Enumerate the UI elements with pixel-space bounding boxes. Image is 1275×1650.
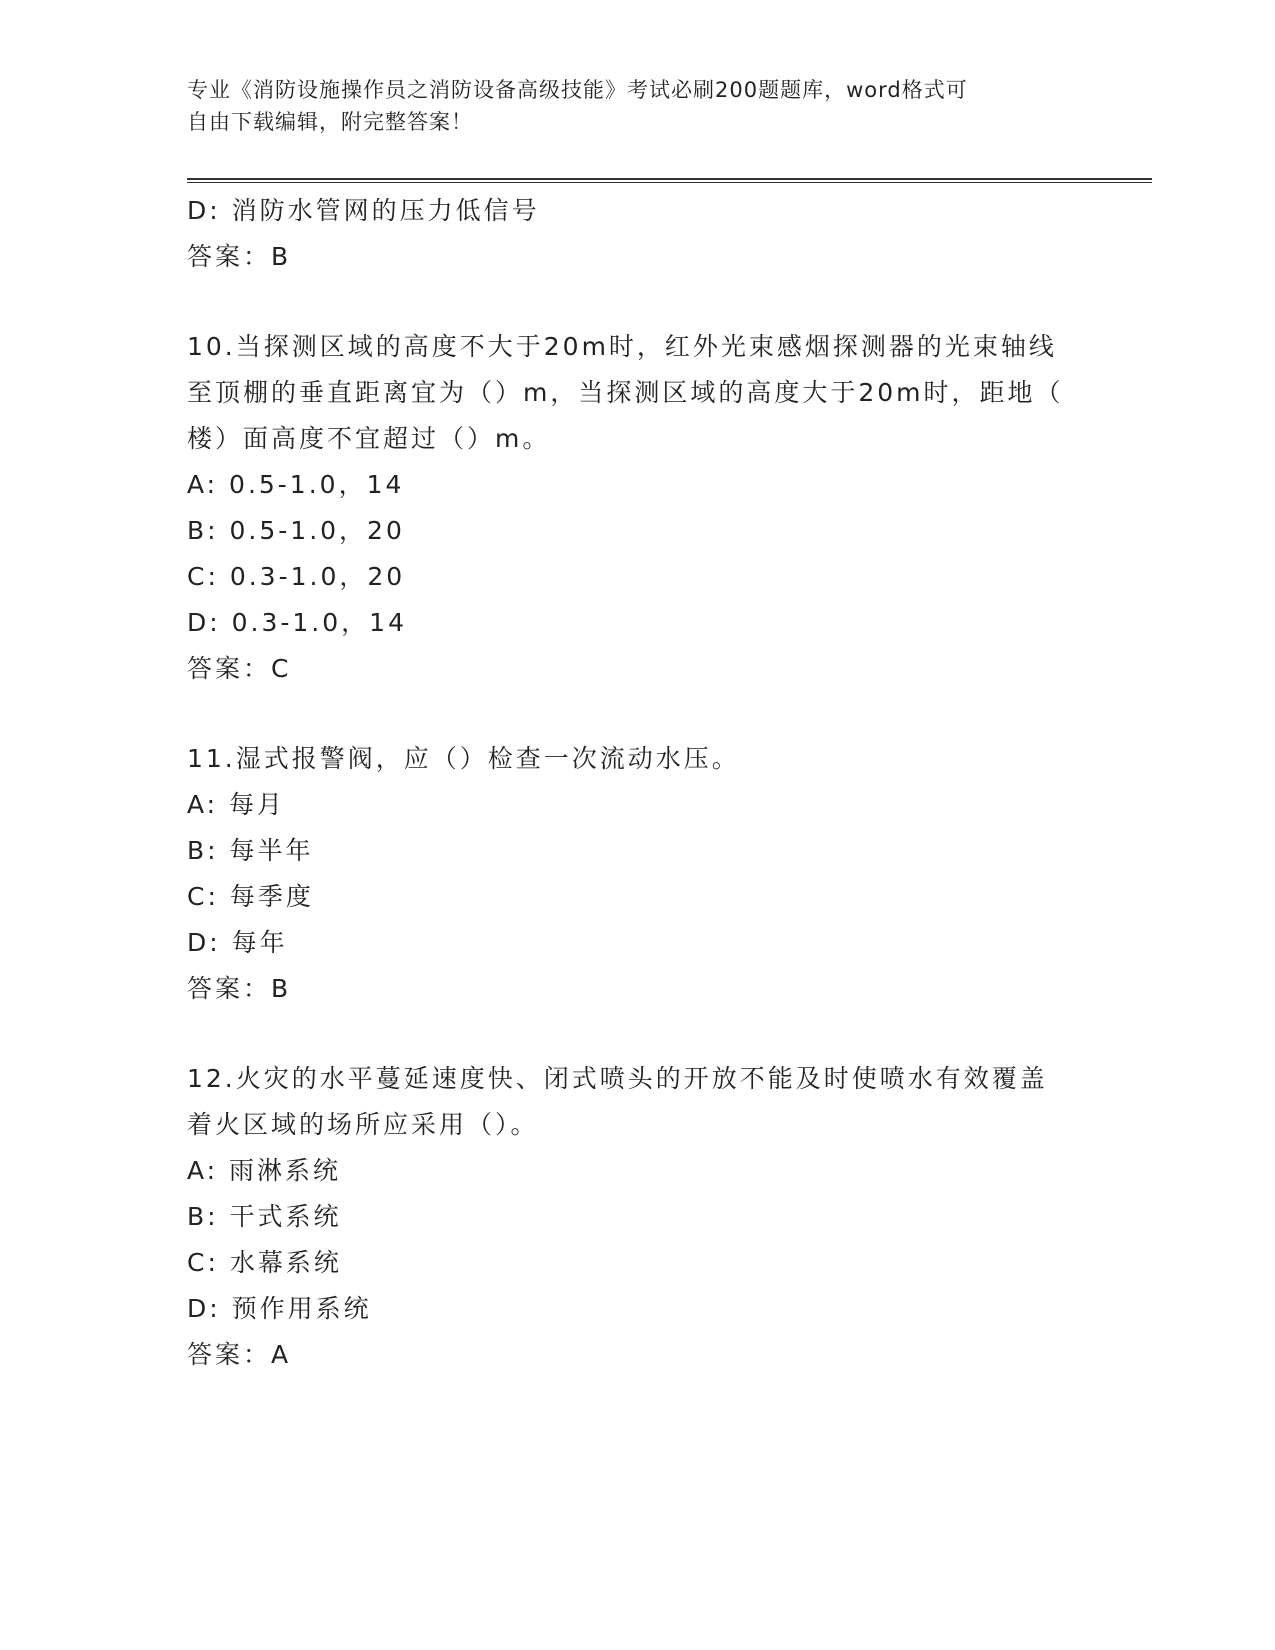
spacer (187, 1012, 1087, 1056)
option-b: B: 干式系统 (187, 1202, 342, 1231)
option-d: D: 0.3-1.0，14 (187, 608, 407, 637)
question-stem-line: 11.湿式报警阀，应（）检查一次流动水压。 (187, 744, 740, 773)
option-d: D: 每年 (187, 928, 288, 957)
header-line-1: 专业《消防设施操作员之消防设备高级技能》考试必刷200题题库，word格式可 (187, 78, 968, 102)
option-d: D: 消防水管网的压力低信号 (187, 196, 540, 225)
answer-line: 答案：B (187, 242, 292, 271)
question-stem-line: 至顶棚的垂直距离宜为（）m，当探测区域的高度大于20m时，距地（ (187, 378, 1064, 407)
answer-line: 答案：C (187, 654, 292, 683)
option-d: D: 预作用系统 (187, 1294, 372, 1323)
spacer (187, 692, 1087, 736)
option-c: C: 每季度 (187, 882, 314, 911)
header-line-2: 自由下载编辑，附完整答案！ (187, 110, 473, 134)
question-11 (187, 736, 1087, 1012)
question-stem-line: 10.当探测区域的高度不大于20m时，红外光束感烟探测器的光束轴线 (187, 332, 1057, 361)
option-a: A: 每月 (187, 790, 286, 819)
option-b: B: 0.5-1.0，20 (187, 516, 405, 545)
question-stem-line: 12.火灾的水平蔓延速度快、闭式喷头的开放不能及时使喷水有效覆盖 (187, 1064, 1048, 1093)
option-a: A: 雨淋系统 (187, 1156, 342, 1185)
question-10 (187, 324, 1087, 692)
answer-line: 答案：B (187, 974, 292, 1003)
question-stem-line: 楼）面高度不宜超过（）m。 (187, 424, 551, 453)
option-a: A: 0.5-1.0，14 (187, 470, 405, 499)
previous-question-tail (187, 188, 1087, 280)
header-divider-thick (187, 178, 1152, 180)
option-c: C: 0.3-1.0，20 (187, 562, 406, 591)
option-c: C: 水幕系统 (187, 1248, 342, 1277)
question-12 (187, 1056, 1087, 1378)
document-header (187, 74, 1067, 138)
option-b: B: 每半年 (187, 836, 314, 865)
question-stem-line: 着火区域的场所应采用（）。 (187, 1110, 539, 1139)
spacer (187, 280, 1087, 324)
answer-line: 答案：A (187, 1340, 292, 1369)
header-divider-thin (187, 182, 1152, 183)
question-content (187, 188, 1087, 1378)
